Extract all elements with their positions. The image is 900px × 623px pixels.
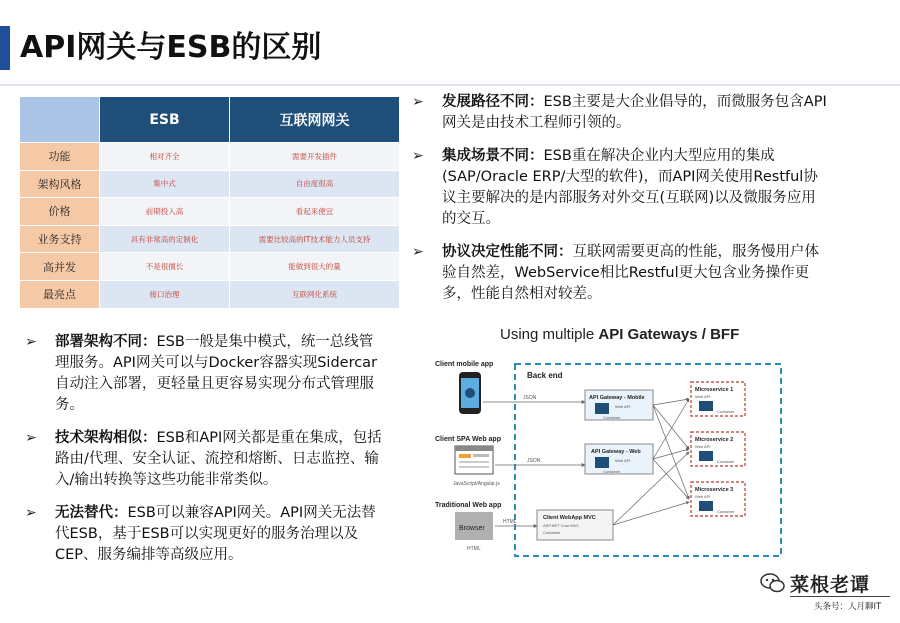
gateway-web-api: Web API	[615, 458, 631, 463]
protocol-html: HTML	[503, 519, 517, 525]
spa-framework-label: JavaScript/Angular.js	[453, 481, 500, 487]
bullet-lead: 部署架构不同：	[55, 334, 157, 350]
gateway-cell: 能做到很大的量	[230, 253, 400, 281]
right-bullet-list	[412, 92, 828, 317]
arrow-bullet-icon: ➢	[25, 505, 37, 521]
microservice-2-label: Microservice 2	[695, 437, 734, 443]
esb-cell: 具有非常高的定制化	[100, 225, 230, 253]
arrow-bullet-icon: ➢	[412, 244, 424, 260]
bullet-text: ESB一般是集中模式，统一总线管理服务。API网关可以与Docker容器实现Sidercar自动注入部署，更轻量且更容易实现分布式管理服务。	[55, 334, 378, 413]
table-header-esb: ESB	[100, 97, 230, 143]
microservice-3-label: Microservice 3	[695, 487, 734, 493]
esb-cell: 接口治理	[100, 280, 230, 308]
gateway-cell: 需要开发插件	[230, 143, 400, 171]
table-header-row	[20, 97, 400, 143]
row-label: 最亮点	[20, 280, 100, 308]
watermark-source: 头条号：人月聊IT	[814, 602, 882, 612]
diagram-title-bold: API Gateways / BFF	[598, 326, 740, 343]
list-item	[25, 332, 385, 416]
microservice-3	[691, 482, 745, 516]
arrow-bullet-icon: ➢	[412, 148, 424, 164]
bullet-text: ESB重在解决企业内大型应用的集成(SAP/Oracle ERP/大型的软件)，而API网关使用Restful协议主要解决的是内部服务对外交互(互联网)以及微服务应用的交互。	[442, 148, 818, 227]
table-row	[20, 225, 400, 253]
list-item	[25, 428, 385, 491]
bullet-lead: 发展路径不同：	[442, 94, 544, 110]
architecture-diagram	[433, 320, 793, 568]
arrow-bullet-icon: ➢	[25, 334, 37, 350]
gateway-mobile-api: Web API	[615, 404, 631, 409]
microservice-2-api: Web API	[695, 444, 711, 449]
row-label: 价格	[20, 198, 100, 226]
bullet-lead: 技术架构相似：	[55, 430, 157, 446]
wechat-logo-icon	[760, 572, 786, 594]
list-item	[412, 146, 828, 230]
back-end-label: Back end	[527, 371, 563, 380]
table-row	[20, 198, 400, 226]
bullet-lead: 协议决定性能不同：	[442, 244, 573, 260]
esb-cell: 前期投入高	[100, 198, 230, 226]
api-gateway-mobile-label: API Gateway - Mobile	[589, 395, 645, 401]
table-row	[20, 143, 400, 171]
gateway-mobile-container: Container	[603, 415, 621, 420]
microservice-1-label: Microservice 1	[695, 387, 734, 393]
microservice-1-container: Container	[717, 409, 735, 414]
mobile-phone-icon	[459, 372, 481, 414]
left-bullet-list	[25, 332, 385, 578]
microservice-2-container: Container	[717, 459, 735, 464]
gateway-cell: 需要比较高的IT技术能力人员支持	[230, 225, 400, 253]
arrow-bullet-icon: ➢	[25, 430, 37, 446]
mvc-container: Container	[543, 530, 561, 535]
arrow-bullet-icon: ➢	[412, 94, 424, 110]
page-title: API网关与ESB的区别	[20, 30, 322, 65]
protocol-json-spa: JSON	[527, 458, 541, 464]
gateway-cell: 自由度很高	[230, 170, 400, 198]
title-accent-bar	[0, 26, 10, 70]
bullet-text: ESB和API网关都是重在集成，包括路由/代理、安全认证、流控和熔断、日志监控、输入/输出转换等这些功能非常类似。	[55, 430, 382, 488]
microservice-2	[691, 432, 745, 466]
list-item	[412, 92, 828, 134]
gateway-cell: 互联网化系统	[230, 280, 400, 308]
client-mobile-label: Client mobile app	[435, 361, 494, 368]
esb-cell: 相对齐全	[100, 143, 230, 171]
list-item	[25, 503, 385, 566]
browser-label: Browser	[459, 525, 485, 532]
table-header-gateway: 互联网网关	[230, 97, 400, 143]
bullet-lead: 集成场景不同：	[442, 148, 544, 164]
api-gateway-web-label: API Gateway - Web	[591, 449, 641, 455]
list-item	[412, 242, 828, 305]
protocol-json-mobile: JSON	[523, 395, 537, 401]
row-label: 功能	[20, 143, 100, 171]
table-header-corner	[20, 97, 100, 143]
watermark-name: 菜根老谭	[790, 574, 871, 596]
client-webapp-mvc	[537, 510, 613, 540]
microservice-3-container: Container	[717, 509, 735, 514]
client-spa-label: Client SPA Web app	[435, 436, 501, 443]
api-gateway-web	[585, 444, 653, 474]
client-traditional-label: Traditional Web app	[435, 502, 502, 509]
esb-cell: 集中式	[100, 170, 230, 198]
mvc-framework: ASP.NET Core MVC	[543, 523, 580, 528]
spa-browser-icon	[455, 446, 493, 474]
comparison-table	[19, 96, 400, 309]
mvc-title: Client WebApp MVC	[543, 515, 596, 521]
gateway-cell: 看起来便宜	[230, 198, 400, 226]
bullet-lead: 无法替代：	[55, 505, 128, 521]
gateway-web-container: Container	[603, 469, 621, 474]
row-label: 高并发	[20, 253, 100, 281]
diagram-title-prefix: Using multiple	[500, 326, 599, 343]
microservice-3-api: Web API	[695, 494, 711, 499]
esb-cell: 不是很擅长	[100, 253, 230, 281]
row-label: 架构风格	[20, 170, 100, 198]
table-row	[20, 280, 400, 308]
watermark-divider	[790, 596, 890, 597]
bullet-text: ESB可以兼容API网关。API网关无法替代ESB，基于ESB可以实现更好的服务治理以及CEP、服务编排等高级应用。	[55, 505, 376, 563]
title-divider	[0, 84, 900, 86]
row-label: 业务支持	[20, 225, 100, 253]
bullet-text: ESB主要是大企业倡导的，而微服务包含API网关是由技术工程师引领的。	[442, 94, 827, 131]
bullet-text: 互联网需要更高的性能，服务慢用户体验自然差，WebService相比Restful更大包含业务操作更多，性能自然相对较差。	[442, 244, 819, 302]
microservice-1	[691, 382, 745, 416]
html-client-label: HTML	[467, 546, 481, 552]
table-row	[20, 253, 400, 281]
api-gateway-mobile	[585, 390, 653, 420]
table-row	[20, 170, 400, 198]
microservice-1-api: Web API	[695, 394, 711, 399]
